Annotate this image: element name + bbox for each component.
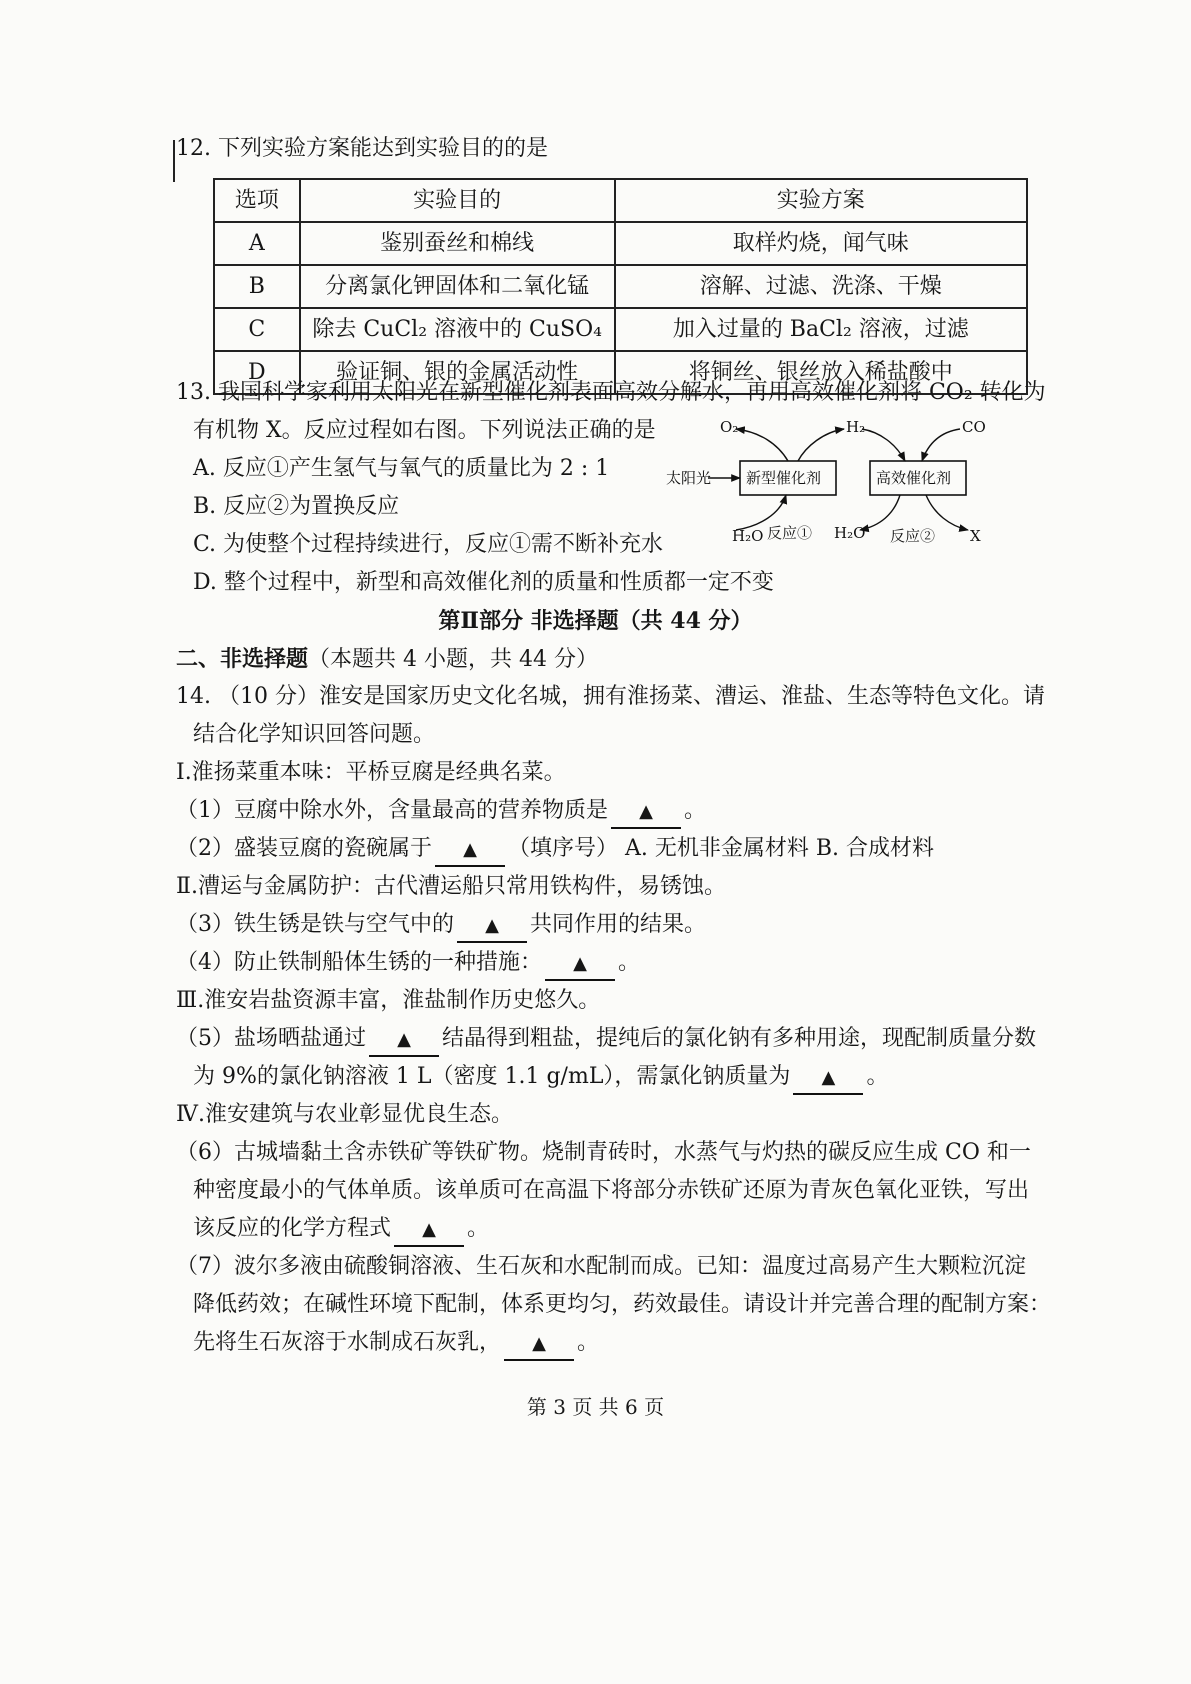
page-footer: 第 3 页 共 6 页: [526, 1395, 665, 1419]
row-plan: 取样灼烧，闻气味: [615, 222, 1027, 265]
q12-title: 12. 下列实验方案能达到实验目的的是: [176, 136, 548, 161]
q14-part6-line3: [193, 1214, 489, 1247]
q14-part2: [176, 834, 934, 867]
q14-section-3: Ⅲ.淮安岩盐资源丰富，淮盐制作历史悠久。: [176, 988, 601, 1013]
q14-part7-line2: 降低药效；在碱性环境下配制，体系更均匀，药效最佳。请设计并完善合理的配制方案：: [193, 1292, 1052, 1317]
table-row: [214, 308, 1027, 351]
x-out-arrow: [926, 495, 968, 530]
experiment-table: [213, 178, 1028, 395]
header-option: 选项: [214, 179, 300, 222]
q14-part5-line2: [193, 1062, 888, 1095]
q14-intro2: 结合化学知识回答问题。: [193, 722, 436, 747]
q14-intro1: 14. （10 分）淮安是国家历史文化名城，拥有淮扬菜、漕运、淮盐、生态等特色文化。请: [176, 684, 1045, 709]
q14-part4: [176, 948, 640, 981]
label-reaction2: 反应②: [890, 527, 936, 545]
answer-blank-1[interactable]: ▲: [611, 797, 681, 829]
q13-line2: 有机物 X。反应过程如右图。下列说法正确的是: [193, 418, 656, 443]
q14-part1-text: （1）豆腐中除水外，含量最高的营养物质是: [176, 798, 608, 823]
margin-bar: [173, 140, 175, 182]
row-option: C: [214, 308, 300, 351]
part2-heading: 第Ⅱ部分 非选择题（共 44 分）: [438, 608, 753, 634]
answer-blank-5a[interactable]: ▲: [369, 1025, 439, 1057]
row-plan: 溶解、过滤、洗涤、干燥: [615, 265, 1027, 308]
row-purpose: 鉴别蚕丝和棉线: [300, 222, 615, 265]
answer-blank-5b[interactable]: ▲: [793, 1063, 863, 1095]
q14-part7-line3: [193, 1328, 599, 1361]
q14-part6-line1: （6）古城墙黏土含赤铁矿等铁矿物。烧制青砖时，水蒸气与灼热的碳反应生成 CO 和一: [176, 1140, 1031, 1165]
label-h2o-mid: H₂O: [834, 524, 866, 542]
answer-blank-3[interactable]: ▲: [457, 911, 527, 943]
row-option: A: [214, 222, 300, 265]
q14-part1-end: 。: [684, 798, 707, 823]
co-in-arrow: [922, 429, 960, 461]
section-heading: [176, 644, 598, 675]
q13-option-c: C. 为使整个过程持续进行，反应①需不断补充水: [193, 532, 664, 557]
table-header-row: [214, 179, 1027, 222]
label-h2o-left: H₂O: [732, 527, 764, 545]
q14-part3-end: 共同作用的结果。: [530, 912, 707, 937]
o2-arrow: [736, 429, 788, 461]
q13-option-a: A. 反应①产生氢气与氧气的质量比为 2 : 1: [193, 456, 610, 481]
answer-blank-4[interactable]: ▲: [545, 949, 615, 981]
q13-option-d: D. 整个过程中，新型和高效催化剂的质量和性质都一定不变: [193, 570, 774, 595]
label-catalyst2: 高效催化剂: [876, 469, 952, 487]
q14-part5-end: 。: [866, 1064, 889, 1089]
h2o-out-arrow: [860, 495, 900, 530]
q14-part3: [176, 910, 706, 943]
q14-section-4: Ⅳ.淮安建筑与农业彰显优良生态。: [176, 1102, 513, 1127]
h2-in-arrow: [862, 429, 905, 461]
q14-part6-text: 该反应的化学方程式: [193, 1216, 392, 1241]
q14-part1: [176, 796, 706, 829]
label-x: X: [970, 527, 981, 545]
answer-blank-2[interactable]: ▲: [435, 835, 505, 867]
q14-section-1: Ⅰ.淮扬菜重本味：平桥豆腐是经典名菜。: [176, 760, 566, 785]
row-plan: 加入过量的 BaCl₂ 溶液，过滤: [615, 308, 1027, 351]
label-catalyst1: 新型催化剂: [746, 469, 822, 487]
label-co: CO: [962, 418, 986, 436]
table-row: [214, 222, 1027, 265]
q14-section-2: Ⅱ.漕运与金属防护：古代漕运船只常用铁构件，易锈蚀。: [176, 874, 726, 899]
section-note: （本题共 4 小题，共 44 分）: [308, 647, 598, 672]
q14-part5-text: （5）盐场晒盐通过: [176, 1026, 366, 1051]
q13-option-b: B. 反应②为置换反应: [193, 494, 400, 519]
q14-part2-text: （2）盛装豆腐的瓷碗属于: [176, 836, 432, 861]
row-option: D: [214, 351, 300, 394]
section-title: 二、非选择题: [176, 646, 309, 672]
q14-part7-text: 先将生石灰溶于水制成石灰乳，: [193, 1330, 502, 1355]
answer-blank-7[interactable]: ▲: [504, 1329, 574, 1361]
q14-part2-options: （填序号） A. 无机非金属材料 B. 合成材料: [508, 836, 935, 861]
label-reaction1: 反应①: [767, 524, 813, 542]
q14-part7-end: 。: [577, 1330, 600, 1355]
row-purpose: 验证铜、银的金属活动性: [300, 351, 615, 394]
header-plan: 实验方案: [615, 179, 1027, 222]
row-plan: 将铜丝、银丝放入稀盐酸中: [615, 351, 1027, 394]
label-h2: H₂: [846, 418, 866, 436]
table-row: [214, 265, 1027, 308]
q14-part5-mid: 结晶得到粗盐，提纯后的氯化钠有多种用途，现配制质量分数: [442, 1026, 1037, 1051]
q14-part5-text2: 为 9%的氯化钠溶液 1 L（密度 1.1 g/mL），需氯化钠质量为: [193, 1064, 791, 1089]
reaction-diagram: [666, 418, 1070, 594]
row-purpose: 分离氯化钾固体和二氧化锰: [300, 265, 615, 308]
header-purpose: 实验目的: [300, 179, 615, 222]
q14-part7-line1: （7）波尔多液由硫酸铜溶液、生石灰和水配制而成。已知：温度过高易产生大颗粒沉淀: [176, 1254, 1026, 1279]
q14-part6-end: 。: [467, 1216, 490, 1241]
q14-part4-end: 。: [618, 950, 641, 975]
q14-part6-line2: 种密度最小的气体单质。该单质可在高温下将部分赤铁矿还原为青灰色氧化亚铁，写出: [193, 1178, 1030, 1203]
q14-part3-text: （3）铁生锈是铁与空气中的: [176, 912, 454, 937]
row-option: B: [214, 265, 300, 308]
q13-line1: 13. 我国科学家利用太阳光在新型催化剂表面高效分解水，再用高效催化剂将 CO₂ 转化为: [176, 380, 1046, 405]
q14-part5-line1: [176, 1024, 1036, 1057]
row-purpose: 除去 CuCl₂ 溶液中的 CuSO₄: [300, 308, 615, 351]
label-o2: O₂: [720, 418, 739, 436]
q14-part4-text: （4）防止铁制船体生锈的一种措施：: [176, 950, 542, 975]
label-sunlight: 太阳光: [666, 469, 712, 487]
answer-blank-6[interactable]: ▲: [394, 1215, 464, 1247]
h2-out-arrow: [798, 429, 844, 461]
